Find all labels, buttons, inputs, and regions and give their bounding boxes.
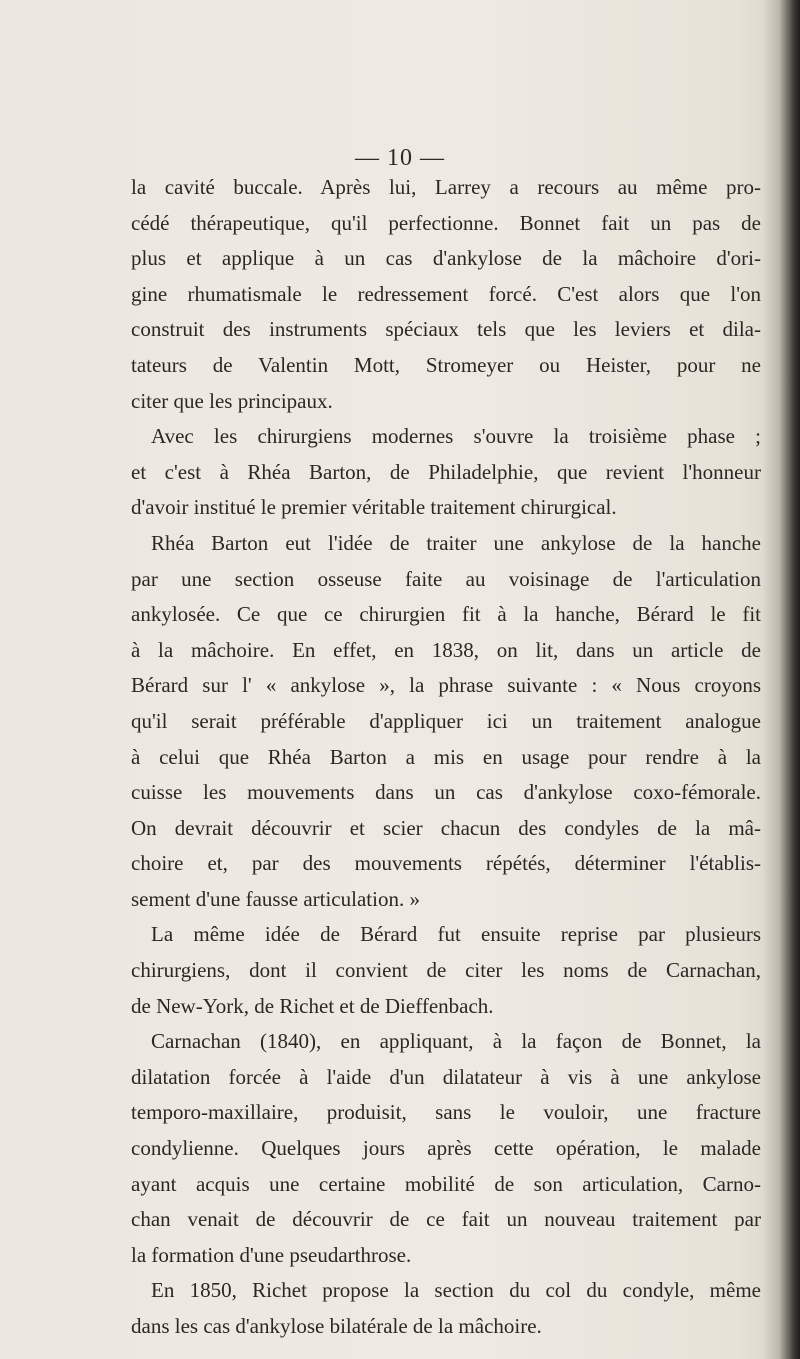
text-line: à celui que Rhéa Barton a mis en usage pour rendre à la: [131, 744, 761, 769]
page-binding-edge: [762, 0, 800, 1359]
text-line: dilatation forcée à l'aide d'un dilatateur à vis à une ankylose: [131, 1064, 761, 1089]
paragraph-start-line: Rhéa Barton eut l'idée de traiter une ankylose de la hanche: [151, 530, 761, 555]
text-line: par une section osseuse faite au voisinage de l'articulation: [131, 566, 761, 591]
text-line: de New-York, de Richet et de Dieffenbach.: [131, 993, 494, 1018]
text-line: choire et, par des mouvements répétés, déterminer l'établis-: [131, 851, 761, 876]
text-line: condylienne. Quelques jours après cette opération, le malade: [131, 1136, 761, 1161]
text-line: la cavité buccale. Après lui, Larrey a recours au même pro-: [131, 175, 761, 199]
text-line: dans les cas d'ankylose bilatérale de la mâchoire.: [131, 1314, 542, 1338]
text-line: ankylosée. Ce que ce chirurgien fit à la hanche, Bérard le fit: [131, 602, 761, 627]
text-line: construit des instruments spéciaux tels que les leviers et dila-: [131, 317, 761, 342]
text-line: cuisse les mouvements dans un cas d'ankylose coxo-fémorale.: [131, 780, 761, 805]
text-line: la formation d'une pseudarthrose.: [131, 1242, 412, 1267]
text-line: qu'il serait préférable d'appliquer ici un traitement analogue: [131, 708, 761, 733]
text-line: chirurgiens, dont il convient de citer les noms de Carnachan,: [131, 958, 761, 983]
text-line: à la mâchoire. En effet, en 1838, on lit, dans un article de: [131, 637, 761, 662]
text-line: cédé thérapeutique, qu'il perfectionne. Bonnet fait un pas de: [131, 210, 761, 235]
text-line: chan venait de découvrir de ce fait un nouveau traitement par: [131, 1207, 761, 1232]
text-line: d'avoir institué le premier véritable traitement chirurgical.: [131, 495, 617, 520]
text-line: citer que les principaux.: [131, 388, 333, 413]
text-line: sement d'une fausse articulation. »: [131, 886, 420, 911]
text-line: On devrait découvrir et scier chacun des condyles de la mâ-: [131, 815, 761, 840]
text-line: temporo-maxillaire, produisit, sans le vouloir, une fracture: [131, 1100, 761, 1125]
paragraph-start-line: La même idée de Bérard fut ensuite reprise par plusieurs: [151, 922, 761, 947]
text-line: gine rhumatismale le redressement forcé. C'est alors que l'on: [131, 281, 761, 306]
paragraph-start-line: Carnachan (1840), en appliquant, à la façon de Bonnet, la: [151, 1029, 761, 1054]
text-line: et c'est à Rhéa Barton, de Philadelphie, que revient l'honneur: [131, 459, 761, 484]
text-line: plus et applique à un cas d'ankylose de la mâchoire d'ori-: [131, 246, 761, 271]
body-text: [131, 170, 761, 1345]
page-number: — 10 —: [355, 145, 445, 171]
text-line: ayant acquis une certaine mobilité de son articulation, Carno-: [131, 1171, 761, 1196]
paragraph-start-line: Avec les chirurgiens modernes s'ouvre la troisième phase ;: [151, 424, 761, 449]
text-line: tateurs de Valentin Mott, Stromeyer ou Heister, pour ne: [131, 352, 761, 377]
text-line: Bérard sur l' « ankylose », la phrase suivante : « Nous croyons: [131, 673, 761, 698]
paragraph-start-line: En 1850, Richet propose la section du col du condyle, même: [151, 1278, 761, 1303]
